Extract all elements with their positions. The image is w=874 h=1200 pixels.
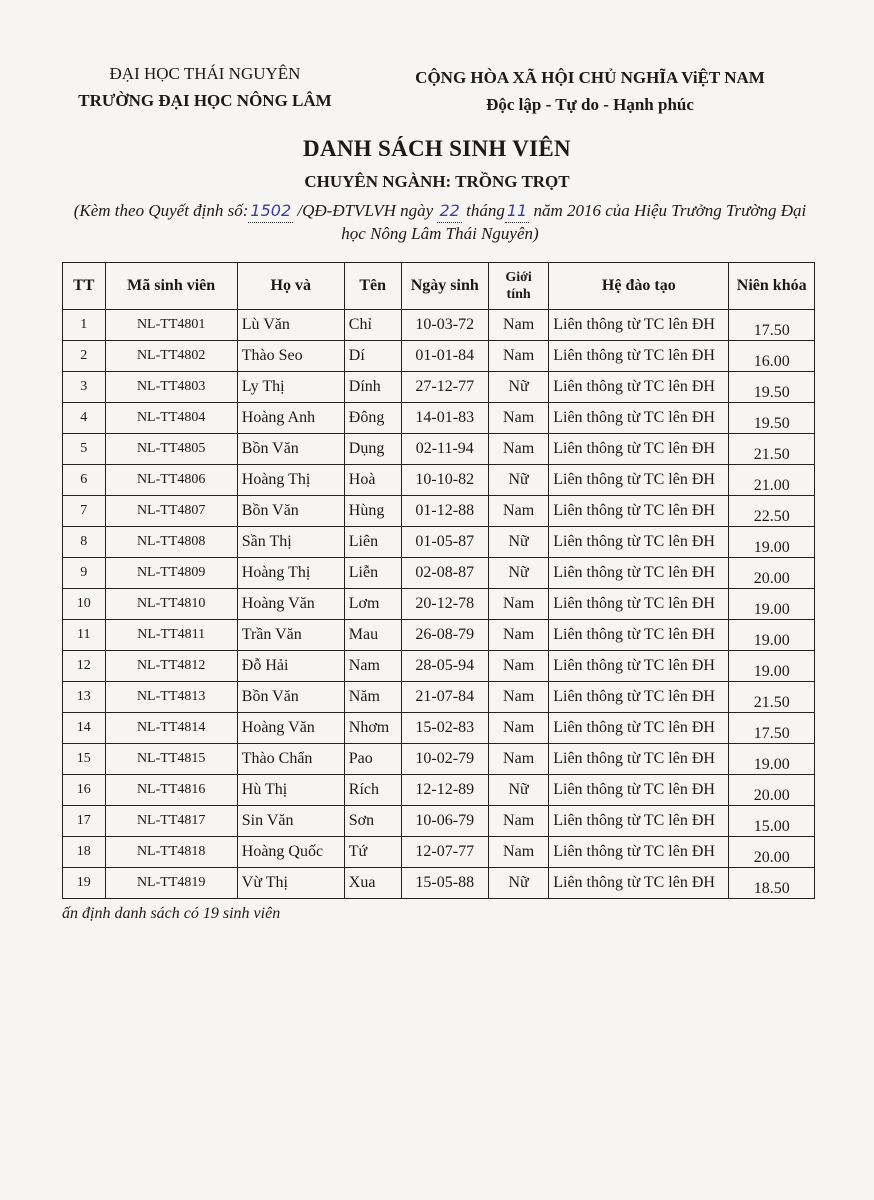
cell-first-name: Chỉ: [344, 310, 401, 341]
cell-birth-date: 20-12-78: [401, 589, 488, 620]
cell-student-id: NL-TT4815: [105, 744, 237, 775]
cell-training-type: Liên thông từ TC lên ĐH: [549, 806, 729, 837]
cell-student-id: NL-TT4814: [105, 713, 237, 744]
cell-gender: Nam: [488, 806, 548, 837]
cell-student-id: NL-TT4810: [105, 589, 237, 620]
cell-gender: Nam: [488, 496, 548, 527]
cell-tt: 11: [63, 620, 106, 651]
cell-last-name: Hoàng Văn: [237, 713, 344, 744]
student-table: [62, 262, 815, 899]
cell-student-id: NL-TT4813: [105, 682, 237, 713]
cell-course-year: 22.50: [729, 496, 815, 527]
decision-month: 11: [505, 200, 529, 223]
cell-first-name: Liên: [344, 527, 401, 558]
cell-course-year: 15.00: [729, 806, 815, 837]
cell-training-type: Liên thông từ TC lên ĐH: [549, 837, 729, 868]
cell-student-id: NL-TT4819: [105, 868, 237, 899]
cell-first-name: Mau: [344, 620, 401, 651]
cell-last-name: Lù Văn: [237, 310, 344, 341]
cell-birth-date: 15-05-88: [401, 868, 488, 899]
cell-course-year: 17.50: [729, 713, 815, 744]
cell-course-year: 20.00: [729, 775, 815, 806]
cell-birth-date: 10-10-82: [401, 465, 488, 496]
cell-course-year: 19.50: [729, 403, 815, 434]
cell-gender: Nữ: [488, 775, 548, 806]
col-header-gender: [488, 263, 548, 310]
table-row: [63, 713, 815, 744]
cell-tt: 19: [63, 868, 106, 899]
cell-last-name: Hoàng Thị: [237, 558, 344, 589]
cell-birth-date: 01-05-87: [401, 527, 488, 558]
table-row: [63, 682, 815, 713]
cell-first-name: Hoà: [344, 465, 401, 496]
cell-student-id: NL-TT4818: [105, 837, 237, 868]
cell-training-type: Liên thông từ TC lên ĐH: [549, 527, 729, 558]
cell-training-type: Liên thông từ TC lên ĐH: [549, 558, 729, 589]
cell-student-id: NL-TT4816: [105, 775, 237, 806]
table-header-row: [63, 263, 815, 310]
cell-birth-date: 15-02-83: [401, 713, 488, 744]
cell-first-name: Xua: [344, 868, 401, 899]
cell-last-name: Bồn Văn: [237, 434, 344, 465]
table-row: [63, 868, 815, 899]
note-text-4: năm 2016 của Hiệu Trưởng Trường Đại: [533, 201, 807, 220]
cell-gender: Nam: [488, 310, 548, 341]
cell-first-name: Liễn: [344, 558, 401, 589]
col-header-gender-line2: tính: [506, 287, 531, 302]
cell-tt: 5: [63, 434, 106, 465]
cell-course-year: 21.50: [729, 682, 815, 713]
cell-course-year: 18.50: [729, 868, 815, 899]
cell-gender: Nam: [488, 403, 548, 434]
cell-first-name: Đông: [344, 403, 401, 434]
cell-last-name: Ly Thị: [237, 372, 344, 403]
cell-first-name: Dí: [344, 341, 401, 372]
cell-first-name: Dụng: [344, 434, 401, 465]
cell-tt: 14: [63, 713, 106, 744]
cell-last-name: Sin Văn: [237, 806, 344, 837]
cell-first-name: Sơn: [344, 806, 401, 837]
cell-training-type: Liên thông từ TC lên ĐH: [549, 403, 729, 434]
cell-first-name: Dính: [344, 372, 401, 403]
cell-last-name: Thào Chẩn: [237, 744, 344, 775]
cell-training-type: Liên thông từ TC lên ĐH: [549, 372, 729, 403]
cell-tt: 8: [63, 527, 106, 558]
cell-tt: 9: [63, 558, 106, 589]
cell-last-name: Hoàng Thị: [237, 465, 344, 496]
col-header-student-id: Mã sinh viên: [105, 263, 237, 310]
cell-course-year: 19.50: [729, 372, 815, 403]
cell-training-type: Liên thông từ TC lên ĐH: [549, 651, 729, 682]
cell-last-name: Thào Seo: [237, 341, 344, 372]
cell-first-name: Rích: [344, 775, 401, 806]
col-header-birth-date: Ngày sinh: [401, 263, 488, 310]
col-header-first-name: Tên: [344, 263, 401, 310]
col-header-training-type: Hệ đào tạo: [549, 263, 729, 310]
cell-student-id: NL-TT4803: [105, 372, 237, 403]
cell-course-year: 19.00: [729, 651, 815, 682]
document-title: DANH SÁCH SINH VIÊN: [303, 136, 571, 161]
cell-gender: Nữ: [488, 372, 548, 403]
cell-birth-date: 27-12-77: [401, 372, 488, 403]
cell-tt: 6: [63, 465, 106, 496]
decision-number: 1502: [248, 200, 293, 223]
cell-student-id: NL-TT4809: [105, 558, 237, 589]
cell-course-year: 17.50: [729, 310, 815, 341]
cell-course-year: 21.00: [729, 465, 815, 496]
cell-last-name: Sần Thị: [237, 527, 344, 558]
cell-last-name: Hoàng Văn: [237, 589, 344, 620]
cell-tt: 3: [63, 372, 106, 403]
cell-tt: 15: [63, 744, 106, 775]
table-row: [63, 806, 815, 837]
table-row: [63, 465, 815, 496]
cell-birth-date: 10-03-72: [401, 310, 488, 341]
cell-gender: Nam: [488, 682, 548, 713]
cell-birth-date: 10-02-79: [401, 744, 488, 775]
col-header-last-name: Họ và: [237, 263, 344, 310]
col-header-course-year: Niên khóa: [729, 263, 815, 310]
university-name: ĐẠI HỌC THÁI NGUYÊN: [109, 64, 301, 83]
cell-gender: Nam: [488, 434, 548, 465]
cell-gender: Nam: [488, 651, 548, 682]
cell-gender: Nữ: [488, 465, 548, 496]
cell-gender: Nam: [488, 837, 548, 868]
table-row: [63, 341, 815, 372]
cell-student-id: NL-TT4817: [105, 806, 237, 837]
cell-first-name: Năm: [344, 682, 401, 713]
cell-last-name: Trần Văn: [237, 620, 344, 651]
cell-first-name: Pao: [344, 744, 401, 775]
table-row: [63, 589, 815, 620]
cell-training-type: Liên thông từ TC lên ĐH: [549, 682, 729, 713]
cell-course-year: 16.00: [729, 341, 815, 372]
cell-student-id: NL-TT4812: [105, 651, 237, 682]
cell-training-type: Liên thông từ TC lên ĐH: [549, 465, 729, 496]
cell-gender: Nữ: [488, 558, 548, 589]
cell-tt: 2: [63, 341, 106, 372]
cell-birth-date: 28-05-94: [401, 651, 488, 682]
decision-note: [60, 200, 820, 245]
cell-student-id: NL-TT4806: [105, 465, 237, 496]
cell-first-name: Nhơm: [344, 713, 401, 744]
school-name: TRƯỜNG ĐẠI HỌC NÔNG LÂM: [78, 91, 332, 110]
table-row: [63, 558, 815, 589]
cell-birth-date: 01-12-88: [401, 496, 488, 527]
cell-tt: 1: [63, 310, 106, 341]
cell-training-type: Liên thông từ TC lên ĐH: [549, 868, 729, 899]
note-text-1: (Kèm theo Quyết định số:: [73, 201, 249, 220]
cell-tt: 10: [63, 589, 106, 620]
cell-training-type: Liên thông từ TC lên ĐH: [549, 341, 729, 372]
table-row: [63, 372, 815, 403]
cell-tt: 12: [63, 651, 106, 682]
table-row: [63, 775, 815, 806]
cell-last-name: Vừ Thị: [237, 868, 344, 899]
cell-training-type: Liên thông từ TC lên ĐH: [549, 775, 729, 806]
cell-training-type: Liên thông từ TC lên ĐH: [549, 744, 729, 775]
motto: Độc lập - Tự do - Hạnh phúc: [486, 95, 694, 114]
cell-course-year: 19.00: [729, 527, 815, 558]
cell-last-name: Hoàng Quốc: [237, 837, 344, 868]
cell-training-type: Liên thông từ TC lên ĐH: [549, 713, 729, 744]
cell-tt: 13: [63, 682, 106, 713]
table-body: [63, 310, 815, 899]
table-row: [63, 651, 815, 682]
col-header-gender-line1: Giới: [505, 270, 532, 285]
cell-course-year: 19.00: [729, 620, 815, 651]
cell-tt: 17: [63, 806, 106, 837]
table-row: [63, 527, 815, 558]
table-row: [63, 310, 815, 341]
table-row: [63, 837, 815, 868]
cell-training-type: Liên thông từ TC lên ĐH: [549, 434, 729, 465]
table-row: [63, 496, 815, 527]
decision-day: 22: [437, 200, 461, 223]
cell-gender: Nam: [488, 744, 548, 775]
document-subtitle: CHUYÊN NGÀNH: TRỒNG TRỌT: [304, 172, 570, 191]
table-row: [63, 403, 815, 434]
cell-student-id: NL-TT4802: [105, 341, 237, 372]
cell-last-name: Bồn Văn: [237, 682, 344, 713]
cell-last-name: Hù Thị: [237, 775, 344, 806]
cell-student-id: NL-TT4805: [105, 434, 237, 465]
cell-last-name: Bồn Văn: [237, 496, 344, 527]
cell-gender: Nam: [488, 713, 548, 744]
cell-training-type: Liên thông từ TC lên ĐH: [549, 310, 729, 341]
cell-gender: Nữ: [488, 868, 548, 899]
cell-last-name: Đỗ Hải: [237, 651, 344, 682]
cell-last-name: Hoàng Anh: [237, 403, 344, 434]
issuer-block: [60, 60, 350, 114]
cell-tt: 18: [63, 837, 106, 868]
cell-gender: Nữ: [488, 527, 548, 558]
cell-gender: Nam: [488, 589, 548, 620]
table-row: [63, 434, 815, 465]
cell-birth-date: 12-07-77: [401, 837, 488, 868]
note-text-2: /QĐ-ĐTVLVH ngày: [297, 201, 434, 220]
cell-course-year: 19.00: [729, 744, 815, 775]
note-text-line2: học Nông Lâm Thái Nguyên): [341, 224, 539, 243]
cell-student-id: NL-TT4807: [105, 496, 237, 527]
cell-course-year: 19.00: [729, 589, 815, 620]
national-motto-block: [370, 64, 810, 118]
cell-student-id: NL-TT4804: [105, 403, 237, 434]
cell-tt: 4: [63, 403, 106, 434]
cell-training-type: Liên thông từ TC lên ĐH: [549, 496, 729, 527]
cell-birth-date: 21-07-84: [401, 682, 488, 713]
cell-birth-date: 02-11-94: [401, 434, 488, 465]
cell-tt: 16: [63, 775, 106, 806]
table-row: [63, 620, 815, 651]
country-name: CỘNG HÒA XÃ HỘI CHỦ NGHĨA ViỆT NAM: [415, 68, 765, 87]
cell-student-id: NL-TT4808: [105, 527, 237, 558]
cell-student-id: NL-TT4801: [105, 310, 237, 341]
cell-first-name: Lơm: [344, 589, 401, 620]
cell-first-name: Nam: [344, 651, 401, 682]
cell-birth-date: 02-08-87: [401, 558, 488, 589]
cell-birth-date: 12-12-89: [401, 775, 488, 806]
cell-birth-date: 01-01-84: [401, 341, 488, 372]
note-text-3: tháng: [466, 201, 505, 220]
cell-first-name: Hùng: [344, 496, 401, 527]
cell-course-year: 20.00: [729, 558, 815, 589]
footer-note: ấn định danh sách có 19 sinh viên: [62, 905, 281, 922]
cell-course-year: 20.00: [729, 837, 815, 868]
cell-training-type: Liên thông từ TC lên ĐH: [549, 620, 729, 651]
cell-birth-date: 26-08-79: [401, 620, 488, 651]
cell-student-id: NL-TT4811: [105, 620, 237, 651]
cell-birth-date: 14-01-83: [401, 403, 488, 434]
cell-birth-date: 10-06-79: [401, 806, 488, 837]
cell-gender: Nam: [488, 620, 548, 651]
cell-first-name: Tứ: [344, 837, 401, 868]
cell-course-year: 21.50: [729, 434, 815, 465]
col-header-tt: TT: [63, 263, 106, 310]
cell-tt: 7: [63, 496, 106, 527]
cell-gender: Nam: [488, 341, 548, 372]
cell-training-type: Liên thông từ TC lên ĐH: [549, 589, 729, 620]
table-row: [63, 744, 815, 775]
